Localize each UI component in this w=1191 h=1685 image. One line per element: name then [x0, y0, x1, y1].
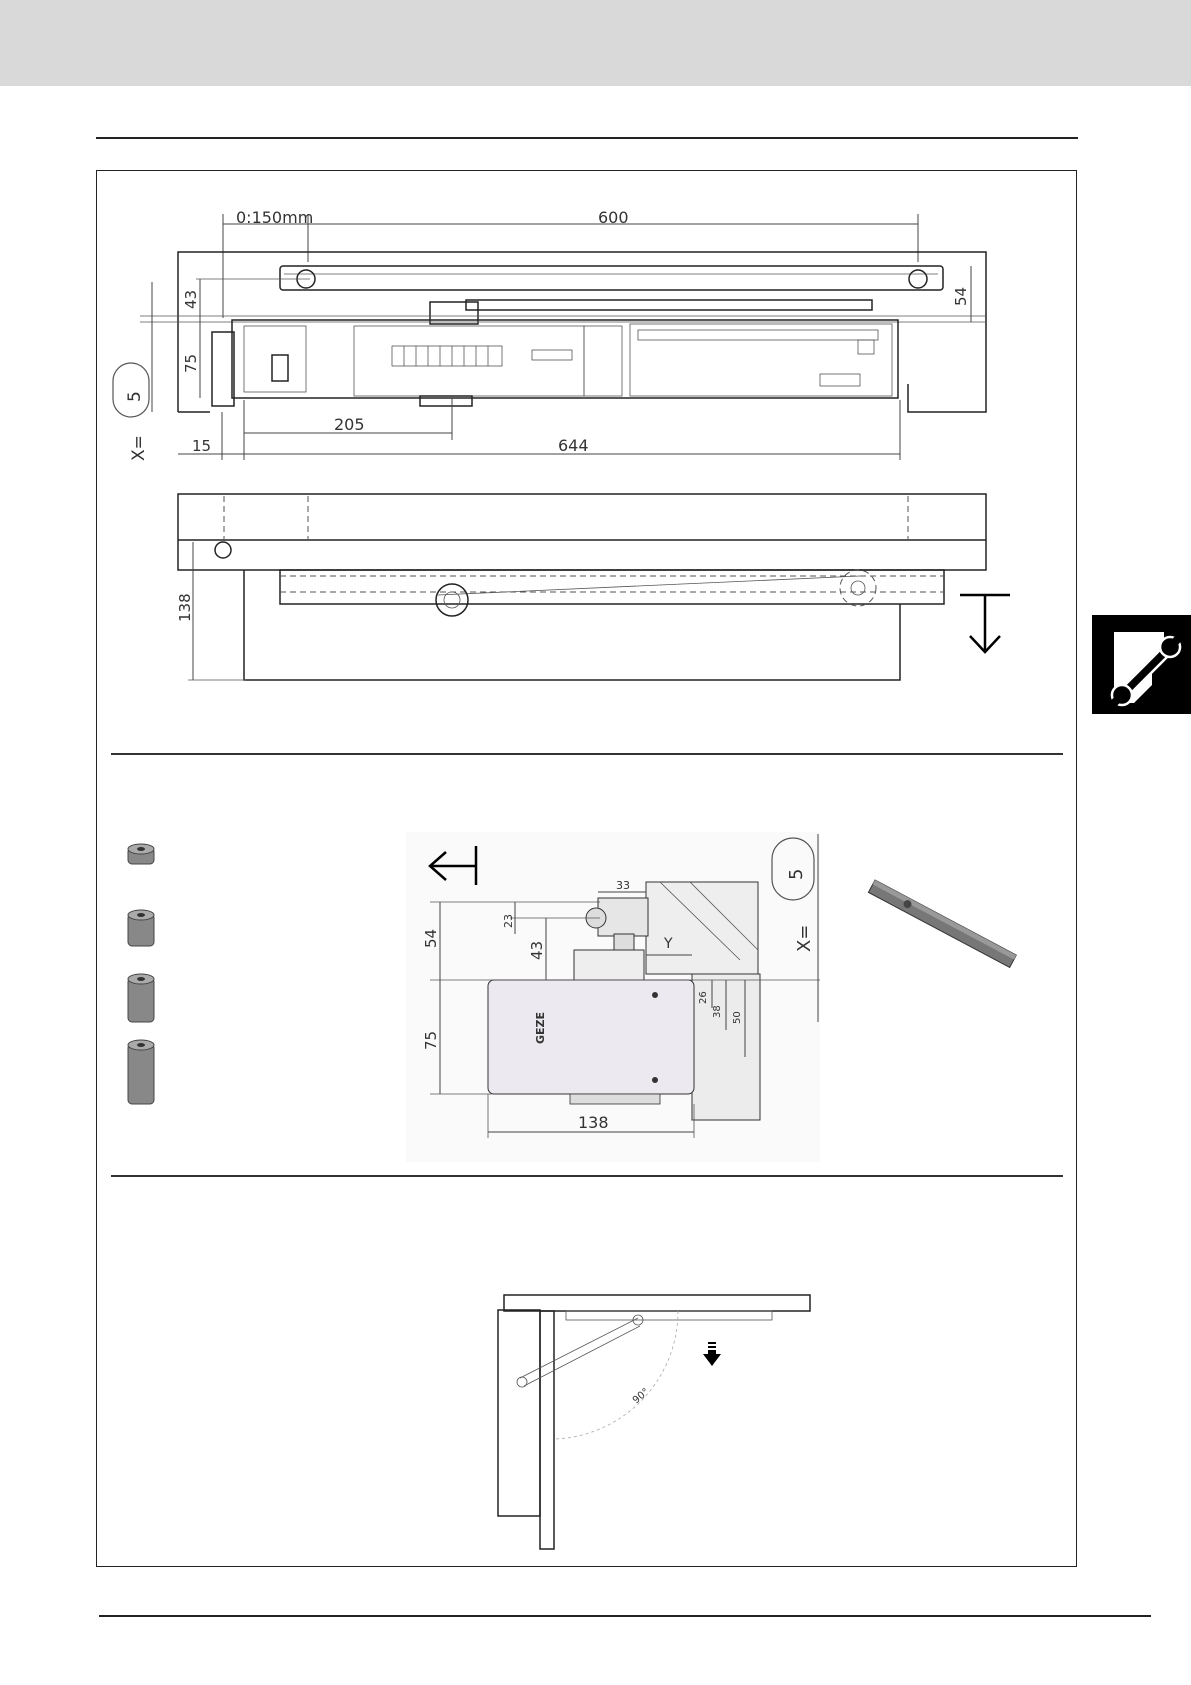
dim-range-label: 0:150mm — [236, 208, 314, 227]
sec-dim-138-label: 138 — [578, 1113, 609, 1132]
dim-15-label: 15 — [192, 437, 212, 455]
spacer-images — [128, 844, 154, 1104]
sec-x-value: 5 — [786, 868, 807, 880]
sec-x-label: X= — [794, 924, 815, 952]
sec-dim-75-label: 75 — [422, 1030, 440, 1050]
dim-205-label: 205 — [334, 415, 365, 434]
dim-54-label: 54 — [952, 286, 970, 306]
control-board-terminals — [638, 330, 878, 386]
dim-75-label: 75 — [182, 353, 200, 373]
spacer-4 — [128, 1040, 154, 1104]
door-direction-icon — [703, 1342, 721, 1366]
x-value-badge — [113, 363, 149, 417]
sec-dim-54-label: 54 — [422, 928, 440, 948]
sec-dim-33-label: 33 — [616, 879, 630, 892]
spacer-3 — [128, 974, 154, 1022]
spacer-1 — [128, 844, 154, 864]
x-value: 5 — [125, 391, 145, 402]
motor-coils — [392, 346, 502, 366]
angle-label: 90° — [630, 1386, 652, 1407]
dim-43-label: 43 — [182, 289, 200, 309]
x-label: X= — [129, 435, 149, 461]
sec-dim-23-label: 23 — [502, 914, 515, 928]
spacer-2 — [128, 910, 154, 946]
dim-600-label: 600 — [598, 208, 629, 227]
sec-dim-43-label: 43 — [528, 940, 546, 960]
brand-label: GEZE — [534, 1011, 547, 1044]
y-label: Y — [664, 936, 673, 952]
dim-644-label: 644 — [558, 436, 589, 455]
front-dim-138-label: 138 — [176, 593, 194, 622]
rail-product-image — [868, 880, 1016, 967]
arrow-down-icon — [960, 595, 1010, 652]
sec-dim-50-label: 50 — [732, 1011, 743, 1024]
sec-dim-26-label: 26 — [698, 991, 709, 1004]
sec-dim-38-label: 38 — [712, 1005, 723, 1018]
